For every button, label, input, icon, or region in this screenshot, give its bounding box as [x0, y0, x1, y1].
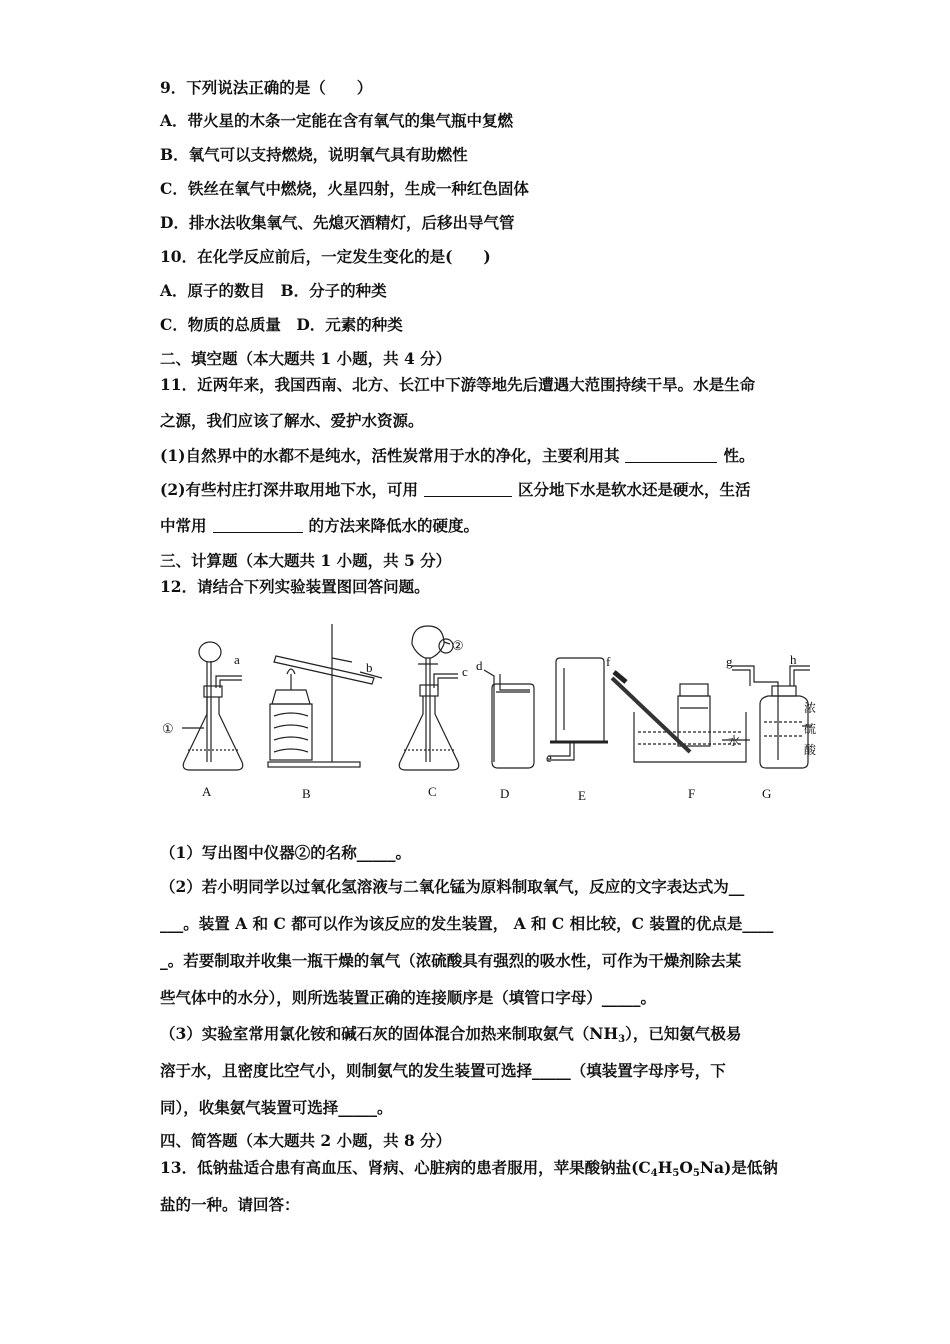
port-f: f: [606, 654, 611, 669]
subscript: 3: [618, 1034, 626, 1045]
q10-stem: 10．在化学反应前后，一定发生变化的是( ): [160, 247, 491, 266]
q9-option-a: A．带火星的木条一定能在含有氧气的集气瓶中复燃: [160, 111, 514, 130]
q12-part2-line4: 些气体中的水分），则所选装置正确的连接顺序是（填管口字母）_____。: [160, 988, 657, 1007]
apparatus-diagram: [150, 612, 830, 812]
q11-part2-end: 区分地下水是软水还是硬水，生活: [517, 480, 751, 499]
q9-option-b: B．氧气可以支持燃烧，说明氧气具有助燃性: [160, 145, 468, 164]
label-acid-2: 硫: [804, 722, 817, 736]
q12-part2-line2: ___。装置 A 和 C 都可以作为该反应的发生装置， A 和 C 相比较，C 装置的优点是____: [160, 914, 774, 933]
q12-part3-line1: [160, 1024, 741, 1050]
subscript: 5: [692, 1168, 700, 1179]
q12-part3-text-b: ），已知氨气极易: [625, 1024, 742, 1043]
label-d: D: [500, 786, 510, 801]
port-h: h: [790, 652, 797, 667]
q12-part2-line3: _。若要制取并收集一瓶干燥的氧气（浓硫酸具有强烈的吸水性，可作为干燥剂除去某: [160, 951, 742, 970]
label-g: G: [762, 786, 772, 801]
q13-line2: 盐的一种。请回答：: [160, 1195, 300, 1214]
q13-text-a: 13．低钠盐适合患有高血压、肾病、心脏病的患者服用，苹果酸钠盐(C: [160, 1158, 651, 1177]
apparatus-d: [484, 670, 534, 768]
q11-part2-cont-text: 中常用: [160, 516, 207, 535]
subscript: 5: [672, 1168, 680, 1179]
q10-options-cd: C．物质的总质量 D．元素的种类: [160, 315, 403, 334]
q11-part1: [160, 446, 754, 466]
label-a: A: [202, 784, 212, 799]
answer-blank[interactable]: [625, 448, 717, 463]
label-circled-1: ①: [162, 721, 174, 736]
port-g: g: [726, 654, 733, 669]
answer-blank[interactable]: [213, 518, 303, 533]
q10-options-ab: A．原子的数目 B．分子的种类: [160, 281, 387, 300]
formula-part: O: [679, 1158, 693, 1177]
label-acid-3: 酸: [804, 743, 817, 757]
label-circled-2: ②: [452, 638, 464, 653]
q11-part1-text: (1)自然界中的水都不是纯水，活性炭常用于水的净化，主要利用其: [160, 446, 620, 465]
label-c: C: [428, 784, 437, 799]
answer-blank[interactable]: [424, 482, 512, 497]
q12-part2-line1: （2）若小明同学以过氧化氢溶液与二氧化锰为原料制取氧气，反应的文字表达式为__: [160, 877, 745, 896]
q9-stem: 9．下列说法正确的是（ ）: [160, 78, 373, 97]
apparatus-e: [548, 658, 608, 760]
q9-option-d: D．排水法收集氧气、先熄灭酒精灯，后移出导气管: [160, 213, 515, 232]
port-a: a: [234, 652, 240, 667]
apparatus-f: [612, 672, 750, 762]
section3-title: 三、计算题（本大题共 1 小题，共 5 分）: [160, 551, 452, 570]
port-c: c: [462, 664, 468, 679]
q13-text-b: Na)是低钠: [699, 1158, 778, 1177]
apparatus-c: [399, 626, 459, 770]
label-water: 水: [728, 734, 741, 748]
formula-part: H: [657, 1158, 673, 1177]
q11-part2-cont-end: 的方法来降低水的硬度。: [308, 516, 480, 535]
label-f: F: [688, 786, 696, 801]
port-d: d: [476, 658, 483, 673]
label-b: B: [302, 786, 311, 801]
q12-part3-text-a: （3）实验室常用氯化铵和碱石灰的固体混合加热来制取氨气（NH: [160, 1024, 619, 1043]
q11-line2: 之源，我们应该了解水、爱护水资源。: [160, 411, 424, 430]
q11-part2-text: (2)有些村庄打深井取用地下水，可用: [160, 480, 418, 499]
q12-part1: （1）写出图中仪器②的名称_____。: [160, 843, 412, 862]
q11-part2-cont: [160, 516, 479, 536]
port-b: b: [366, 660, 373, 675]
q12-part3-line3: 同），收集氨气装置可选择_____。: [160, 1098, 393, 1117]
label-acid-1: 浓: [804, 701, 817, 715]
section4-title: 四、简答题（本大题共 2 小题，共 8 分）: [160, 1131, 452, 1150]
q11-part1-end: 性。: [723, 446, 755, 465]
subscript: 4: [650, 1168, 658, 1179]
q9-option-c: C．铁丝在氧气中燃烧，火星四射，生成一种红色固体: [160, 179, 529, 198]
label-e: E: [578, 788, 586, 803]
section2-title: 二、填空题（本大题共 1 小题，共 4 分）: [160, 349, 452, 368]
q11-line1: 11．近两年来，我国西南、北方、长江中下游等地先后遭遇大范围持续干旱。水是生命: [160, 375, 756, 394]
q11-part2: [160, 480, 750, 500]
apparatus-b: [268, 624, 382, 767]
port-e: e: [546, 750, 552, 765]
apparatus-g: [732, 666, 812, 768]
q12-part3-line2: 溶于水，且密度比空气小，则制氨气的发生装置可选择_____（填装置字母序号，下: [160, 1061, 726, 1080]
q13-line1: [160, 1158, 778, 1184]
q12-stem: 12．请结合下列实验装置图回答问题。: [160, 577, 430, 596]
